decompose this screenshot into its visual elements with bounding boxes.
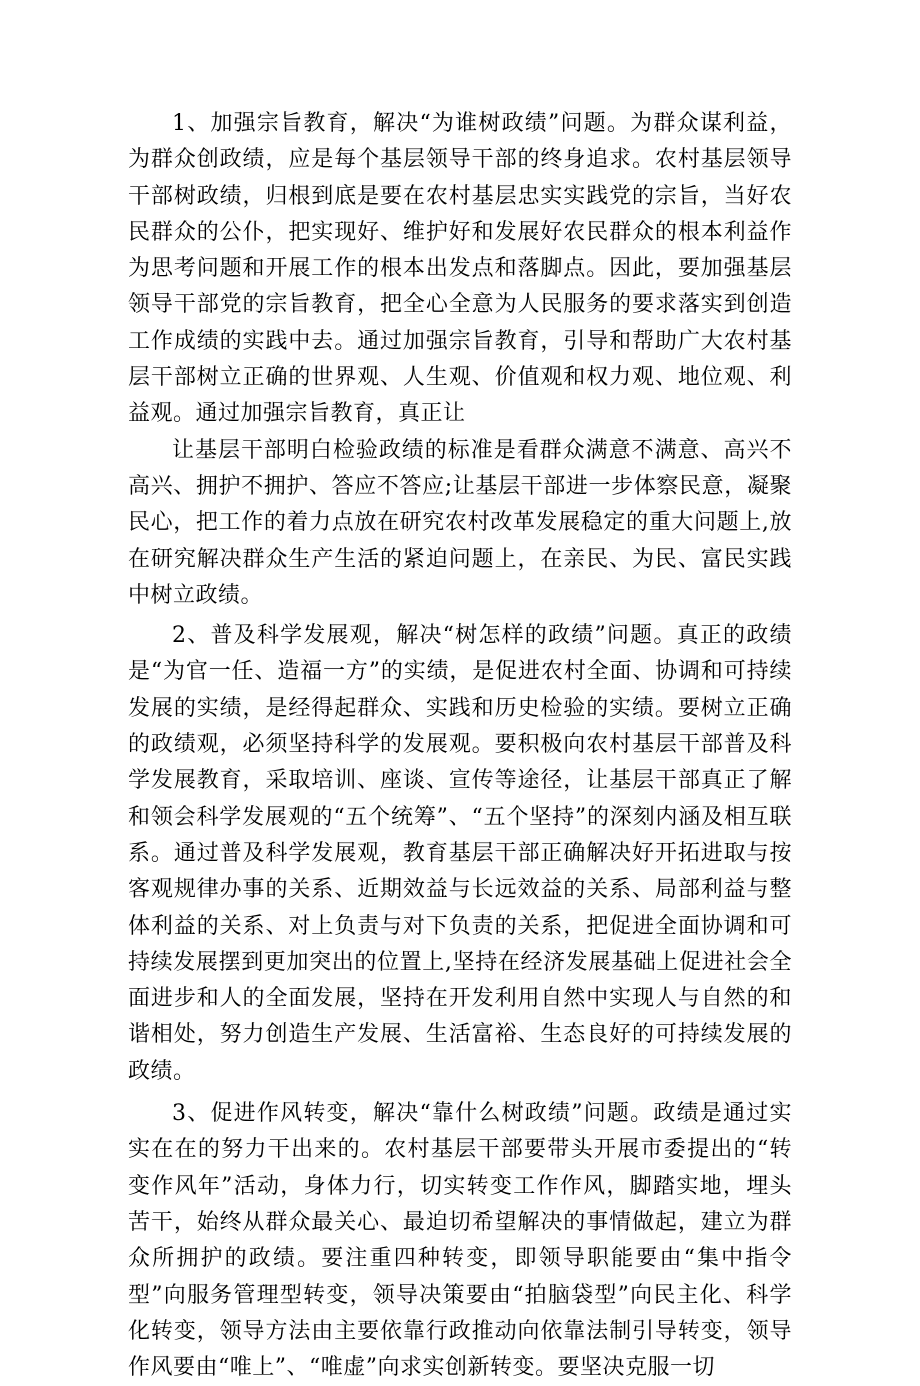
document-body (128, 106, 792, 1386)
paragraph-work-style: 3、促进作风转变，解决“靠什么树政绩”问题。政绩是通过实实在在的努力干出来的。农村基层干部要带头开展市委提出的“转变作风年”活动，身体力行，切实转变工作作风，脚踏实地，埋头苦干，始终从群众最关心、最迫切希望解决的事情做起，建立为群众所拥护的政绩。要注重四种转变，即领导职能要由“集中指令型”向服务管理型转变，领导决策要由“拍脑袋型”向民主化、科学化转变，领导方法由主要依靠行政推动向依靠法制引导转变，领导作风要由“唯上”、“唯虚”向求实创新转变。要坚决克服一切 (128, 1101, 792, 1381)
paragraph-purpose-education: 1、加强宗旨教育，解决“为谁树政绩”问题。为群众谋利益，为群众创政绩，应是每个基层领导干部的终身追求。农村基层领导干部树政绩，归根到底是要在农村基层忠实实践党的宗旨，当好农民群众的公仆，把实现好、维护好和发展好农民群众的根本利益作为思考问题和开展工作的根本出发点和落脚点。因此，要加强基层领导干部党的宗旨教育，把全心全意为人民服务的要求落实到创造工作成绩的实践中去。通过加强宗旨教育，引导和帮助广大农村基层干部树立正确的世界观、人生观、价值观和权力观、地位观、利益观。通过加强宗旨教育，真正让 (128, 111, 792, 427)
paragraph-purpose-education-continued: 让基层干部明白检验政绩的标准是看群众满意不满意、高兴不高兴、拥护不拥护、答应不答应;让基层干部进一步体察民意，凝聚民心，把工作的着力点放在研究农村改革发展稳定的重大问题上,放在研究解决群众生产生活的紧迫问题上，在亲民、为民、富民实践中树立政绩。 (128, 437, 792, 608)
paragraph-scientific-development: 2、普及科学发展观，解决“树怎样的政绩”问题。真正的政绩是“为官一任、造福一方”的实绩，是促进农村全面、协调和可持续发展的实绩，是经得起群众、实践和历史检验的实绩。要树立正确的政绩观，必须坚持科学的发展观。要积极向农村基层干部普及科学发展教育，采取培训、座谈、宣传等途径，让基层干部真正了解和领会科学发展观的“五个统筹”、“五个坚持”的深刻内涵及相互联系。通过普及科学发展观，教育基层干部正确解决好开拓进取与按客观规律办事的关系、近期效益与长远效益的关系、局部利益与整体利益的关系、对上负责与对下负责的关系，把促进全面协调和可持续发展摆到更加突出的位置上,坚持在经济发展基础上促进社会全面进步和人的全面发展，坚持在开发利用自然中实现人与自然的和谐相处，努力创造生产发展、生活富裕、生态良好的可持续发展的政绩。 (128, 623, 792, 1084)
